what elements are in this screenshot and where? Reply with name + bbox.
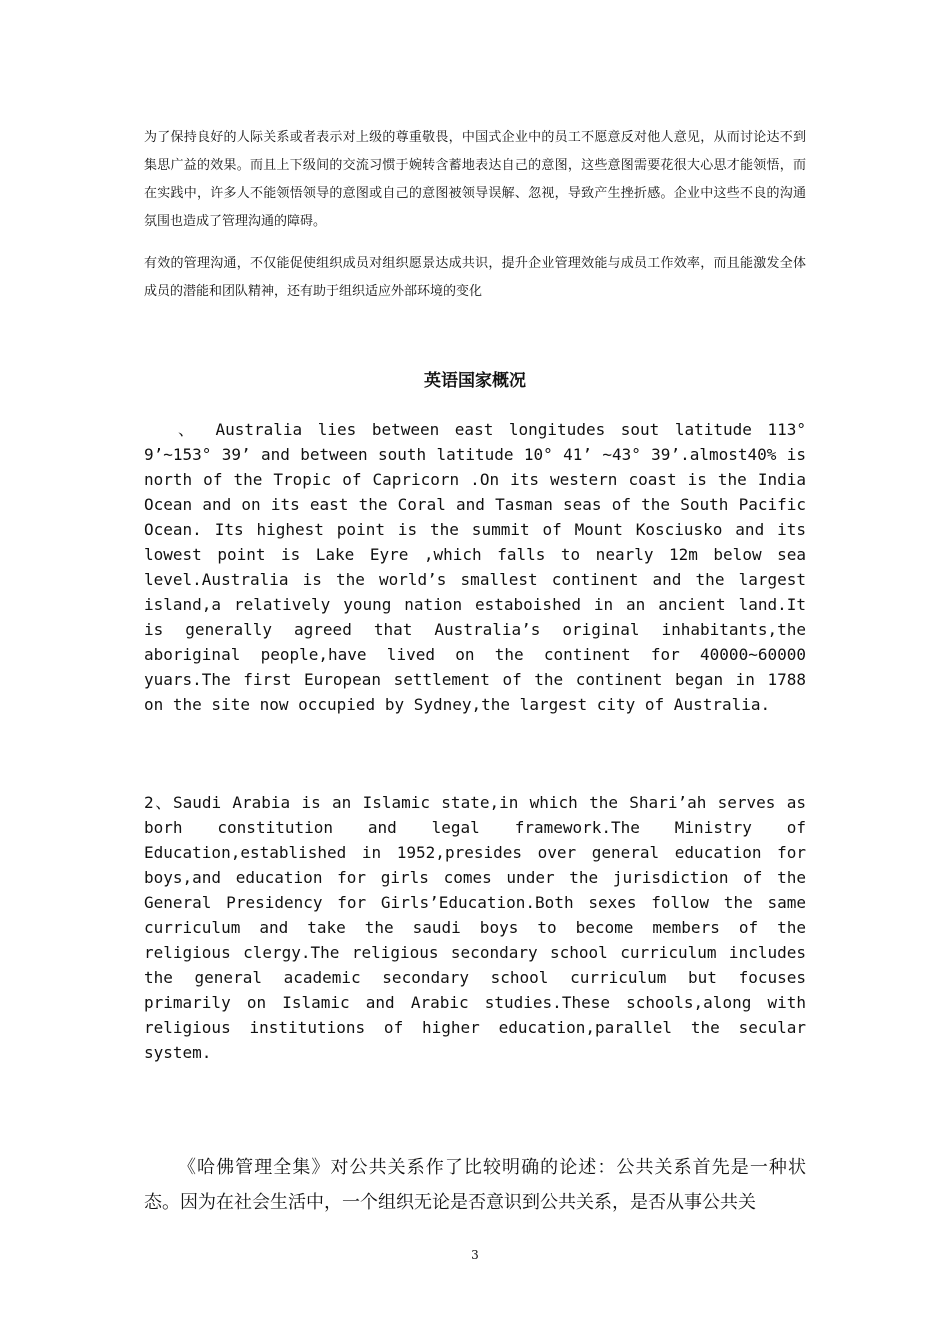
paragraph-australia: 、 Australia lies between east longitudes sout latitude 113° 9’~153° 39’ and between south latitude 10° 41’ ~43° 39’.almost40% is north of the Tropic of Capricorn .On its western coast is the India Ocean and on its east the Coral and Tasman seas of the South Pacific Ocean. Its highest point is the summit of Mount Kosciusko and its lowest point is Lake Eyre ,which falls to nearly 12m below sea level.Australia is the world’s smallest continent and the largest island,a relatively young nation estaboished in an ancient land.It is generally agreed that Australia’s original inhabitants,the aboriginal people,have lived on the continent for 40000~60000 yuars.The first European settlement of the continent began in 1788 on the site now occupied by Sydney,the largest city of Australia. bbox=[144, 420, 806, 714]
paragraph-public-relations: 《哈佛管理全集》对公共关系作了比较明确的论述：公共关系首先是一种状态。因为在社会生活中，一个组织无论是否意识到公共关系，是否从事公共关 bbox=[144, 1157, 806, 1213]
page-number: 3 bbox=[471, 1248, 479, 1262]
paragraph-effective-communication: 有效的管理沟通，不仅能促使组织成员对组织愿景达成共识，提升企业管理效能与成员工作效率，而且能激发全体成员的潜能和团队精神，还有助于组织适应外部环境的变化 bbox=[144, 256, 806, 299]
paragraph-saudi-arabia: 2、Saudi Arabia is an Islamic state,in which the Shari’ah serves as borh constitution and legal framework.The Ministry of Education,established in 1952,presides over general education for boys,and education for girls comes under the jurisdiction of the General Presidency for Girls’Education.Both sexes follow the same curriculum and take the saudi boys to become members of the religious clergy.The religious secondary school curriculum includes the general academic secondary school curriculum but focuses primarily on Islamic and Arabic studies.These schools,along with religious institutions of higher education,parallel the secular system. bbox=[144, 793, 806, 1062]
paragraph-communication-barrier: 为了保持良好的人际关系或者表示对上级的尊重敬畏，中国式企业中的员工不愿意反对他人意见，从而讨论达不到集思广益的效果。而且上下级间的交流习惯于婉转含蓄地表达自己的意图，这些意图需要花很大心思才能领悟，而在实践中，许多人不能领悟领导的意图或自己的意图被领导误解、忽视，导致产生挫折感。企业中这些不良的沟通氛围也造成了管理沟通的障碍。 bbox=[144, 130, 806, 229]
section-title: 英语国家概况 bbox=[424, 371, 526, 391]
